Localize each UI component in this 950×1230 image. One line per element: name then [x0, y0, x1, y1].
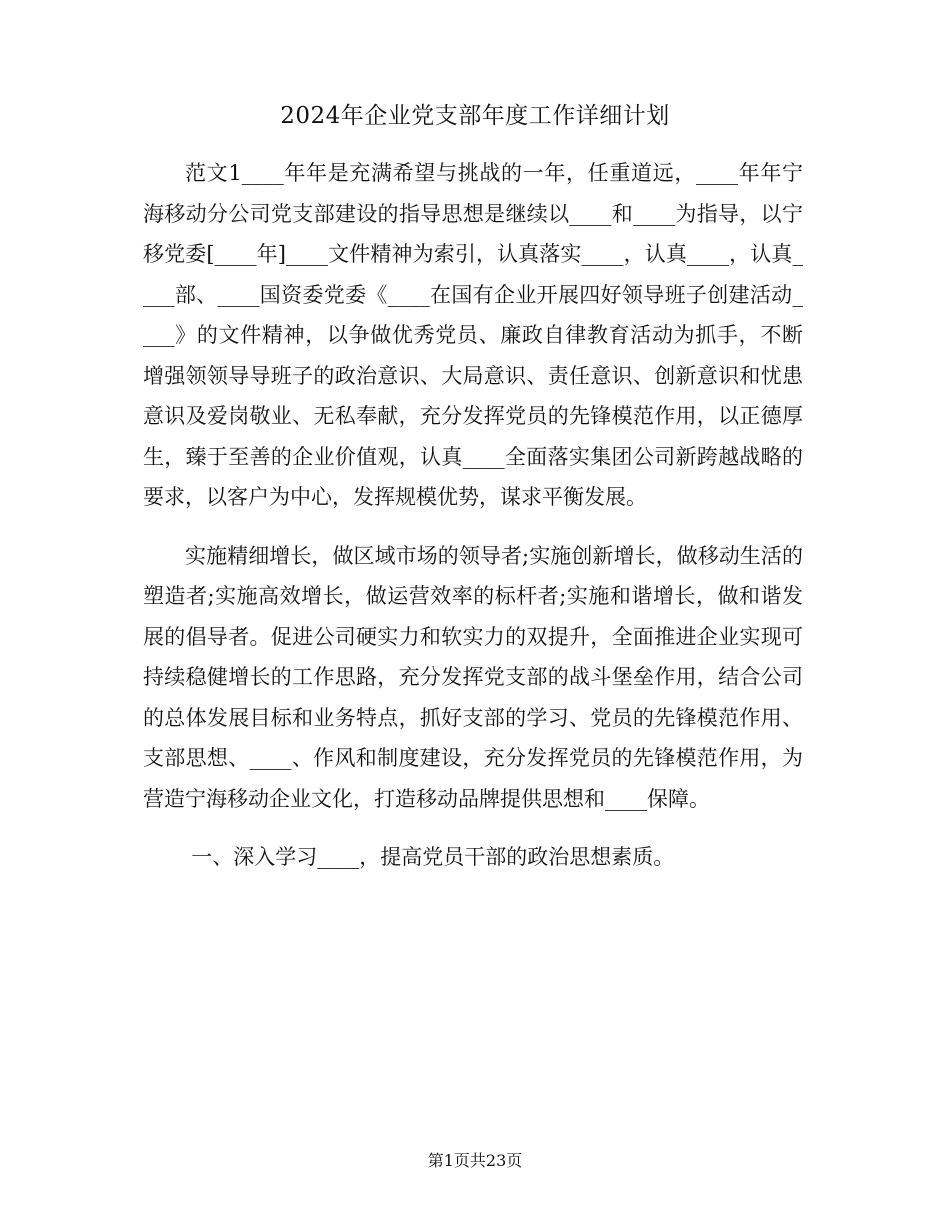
document-title: 2024年企业党支部年度工作详细计划	[280, 103, 670, 129]
page-number: 第1页共23页	[427, 1151, 523, 1170]
section-heading-1: 一、深入学习____，提高党员干部的政治思想素质。	[191, 845, 675, 869]
paragraph-1: 范文1____年年是充满希望与挑战的一年，任重道远，____年年宁海移动分公司党支部建设的指导思想是继续以____和____为指导，以宁移党委[____年]____文件精神为索引，认真落实____，认真____，认真____部、____国资委党委《____在国有企业开展四好领导班子创建活动____》的文件精神，以争做优秀党员、廉政自律教育活动为抓手，不断增强领领导导班子的政治意识、大局意识、责任意识、创新意识和忧患意识及爱岗敬业、无私奉献，充分发挥党员的先锋模范作用，以正德厚生，臻于至善的企业价值观，认真____全面落实集团公司新跨越战略的要求，以客户为中心，发挥规模优势，谋求平衡发展。	[143, 161, 803, 509]
paragraph-2: 实施精细增长，做区域市场的领导者;实施创新增长，做移动生活的塑造者;实施高效增长，做运营效率的标杆者;实施和谐增长，做和谐发展的倡导者。促进公司硬实力和软实力的双提升，全面推进企业实现可持续稳健增长的工作思路，充分发挥党支部的战斗堡垒作用，结合公司的总体发展目标和业务特点，抓好支部的学习、党员的先锋模范作用、支部思想、____、作风和制度建设，充分发挥党员的先锋模范作用，为营造宁海移动企业文化，打造移动品牌提供思想和____保障。	[143, 543, 803, 811]
document-body	[143, 153, 803, 896]
